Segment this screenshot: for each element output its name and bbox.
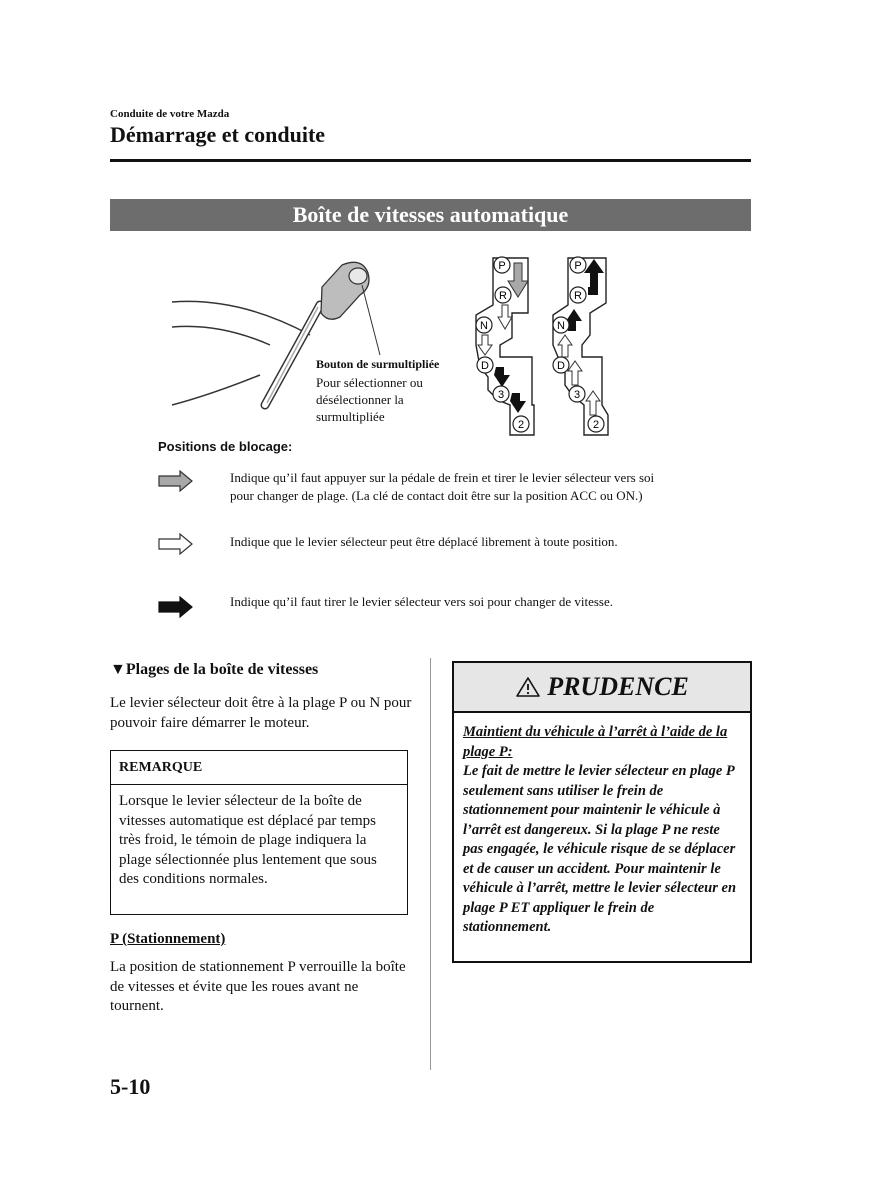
note-box xyxy=(110,750,408,915)
shift-gate-right xyxy=(553,257,608,435)
steering-wheel-inner-arc xyxy=(172,326,270,345)
gate-label-r: R xyxy=(499,290,507,302)
header-rule xyxy=(110,159,751,162)
legend-text-gray: Indique qu’il faut appuyer sur la pédale de frein et tirer le levier sélecteur vers soi pour changer de plage. (La clé de contact doit être sur la position ACC ou ON.) xyxy=(230,470,655,503)
caution-body-wrap xyxy=(454,713,750,948)
caution-subtitle: Maintient du véhicule à l’arrêt à l’aide de la plage P: xyxy=(463,724,728,760)
gate-label-d: D xyxy=(481,360,489,372)
steering-wheel-lower-arc xyxy=(172,375,260,405)
legend-text-white: Indique que le levier sélecteur peut être déplacé librement à toute position. xyxy=(230,534,618,549)
warning-triangle-icon xyxy=(515,676,541,698)
chapter-title: Démarrage et conduite xyxy=(110,122,326,147)
gate2-label-d: D xyxy=(557,360,565,372)
gate2-label-p: P xyxy=(574,260,582,272)
intro-paragraph: Le levier sélecteur doit être à la plage P ou N pour pouvoir faire démarrer le moteur. xyxy=(110,695,412,731)
gate-label-p: P xyxy=(498,260,506,272)
section-label: Conduite de votre Mazda xyxy=(110,108,230,120)
black-arrow-icon xyxy=(158,596,194,618)
steering-wheel-outer-arc xyxy=(172,301,310,335)
override-button-description: Pour sélectionner ou désélectionner la surmultipliée xyxy=(316,375,423,424)
caution-body: Le fait de mettre le levier sélecteur en plage P seulement sans utiliser le frein de stationnement pour maintenir le véhicule à l’arrêt est dangereux. Si la plage P ne reste pas engagée, le véhicule risque de se déplacer et de causer un accident. Pour maintenir le véhicule à l’arrêt, mettre le levier sélecteur en plage P ET appliquer le frein de stationnement. xyxy=(463,763,737,935)
gate-label-2: 2 xyxy=(517,419,525,431)
gate2-label-2: 2 xyxy=(592,419,600,431)
note-heading: REMARQUE xyxy=(111,751,407,785)
white-arrow-icon xyxy=(158,533,194,555)
lever-knob xyxy=(321,262,369,319)
override-button xyxy=(349,268,367,284)
shift-gate-left xyxy=(476,257,534,435)
note-body: Lorsque le levier sélecteur de la boîte de vitesses automatique est déplacé par temps très froid, le témoin de plage indiquera la plage sélectionnée plus lentement que sous des conditions normales. xyxy=(119,793,377,887)
lock-positions-title: Positions de blocage: xyxy=(158,439,293,454)
override-button-title: Bouton de surmultipliée xyxy=(316,357,440,371)
park-title: P (Stationnement) xyxy=(110,931,226,947)
section-banner: Boîte de vitesses automatique xyxy=(110,199,751,231)
caution-header xyxy=(454,663,750,713)
section-title-text: Plages de la boîte de vitesses xyxy=(125,661,319,678)
park-body: La position de stationnement P verrouille la boîte de vitesses et évite que les roues avant ne tournent. xyxy=(110,959,406,1014)
caution-heading: PRUDENCE xyxy=(547,672,689,701)
column-divider xyxy=(430,658,431,1070)
leader-line xyxy=(362,285,380,355)
gate2-label-r: R xyxy=(574,290,582,302)
gate2-label-n: N xyxy=(557,320,565,332)
section-title xyxy=(110,661,318,679)
page-number: 5-10 xyxy=(110,1074,151,1099)
legend-text-black: Indique qu’il faut tirer le levier sélecteur vers soi pour changer de vitesse. xyxy=(230,594,613,609)
section-marker: ▼ xyxy=(110,661,126,678)
gate-label-n: N xyxy=(480,320,488,332)
gate2-label-3: 3 xyxy=(573,389,581,401)
gate-label-3: 3 xyxy=(497,389,505,401)
caution-box xyxy=(452,661,752,963)
gray-arrow-icon xyxy=(158,470,194,492)
